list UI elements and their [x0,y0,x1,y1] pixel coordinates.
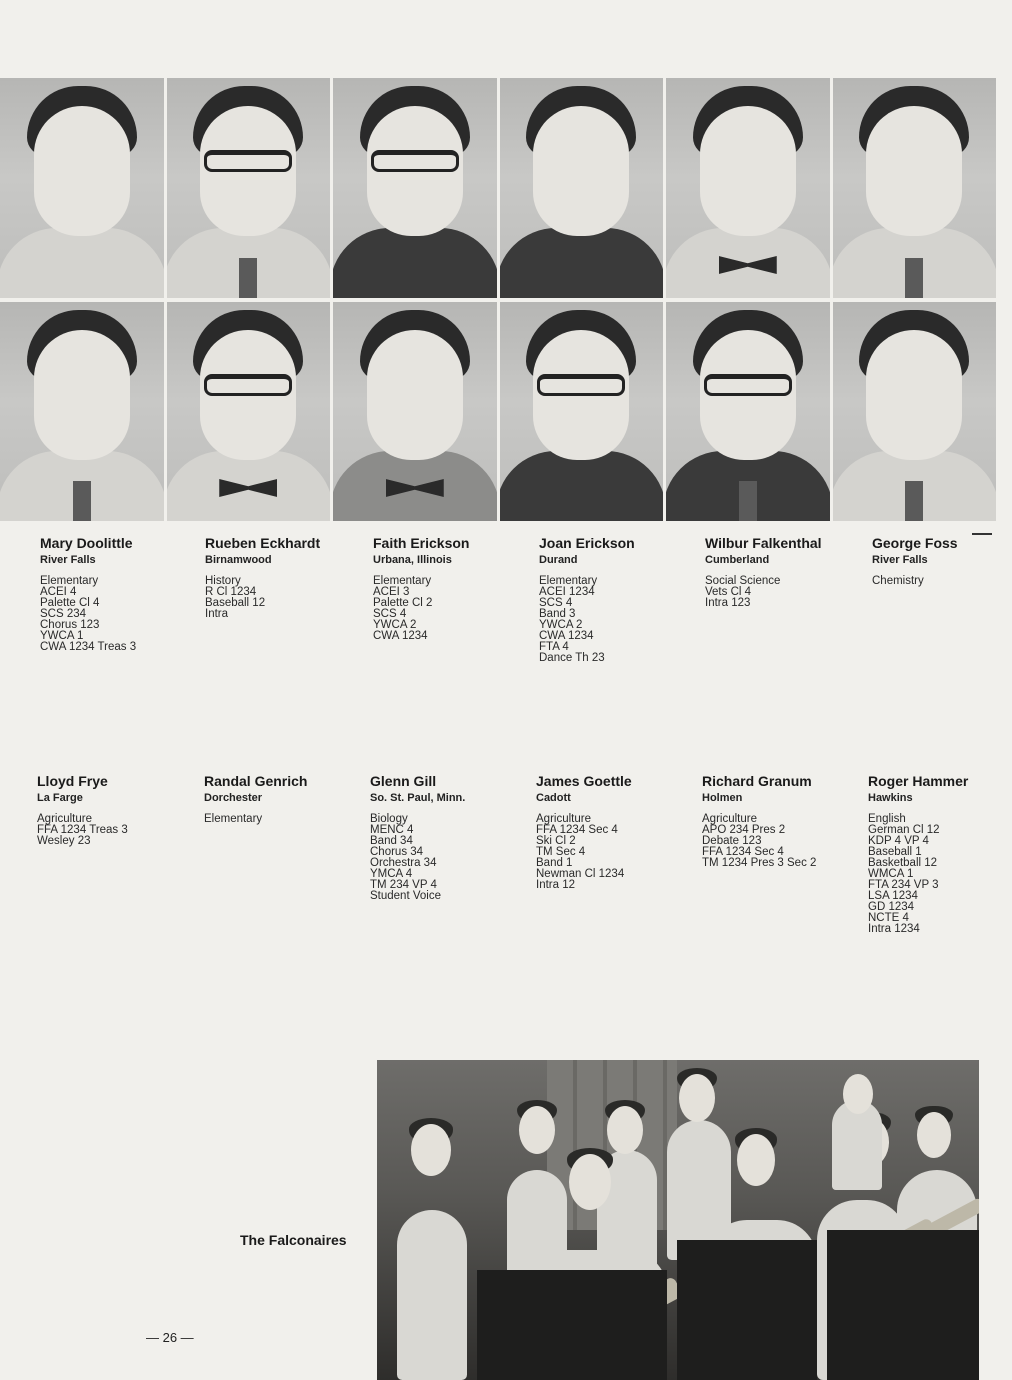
student-name: Rueben Eckhardt [205,535,321,551]
activity-item: Elementary [40,575,99,587]
activity-item: Elementary [539,575,598,587]
student-name: Glenn Gill [370,773,437,789]
activity-item: Intra [205,608,229,620]
student-name: Mary Doolittle [40,535,133,551]
student-hometown: Cadott [536,792,571,804]
student-name: George Foss [872,535,958,551]
activity-item: FFA 1234 Sec 4 [702,846,784,858]
activity-item: SCS 4 [539,597,573,609]
student-hometown: So. St. Paul, Minn. [370,792,466,804]
activity-list [37,814,197,847]
activity-item: ACEI 1234 [539,586,595,598]
activity-item: ACEI 4 [40,586,77,598]
activity-list [205,576,365,620]
portrait-photo [833,302,997,521]
activity-item: History [205,575,241,587]
student-entry [373,535,533,642]
student-hometown: Birnamwood [205,554,272,566]
student-entry [705,535,865,609]
student-name: James Goettle [536,773,632,789]
activity-item: APO 234 Pres 2 [702,824,786,836]
activity-list [539,576,699,664]
student-hometown: River Falls [40,554,96,566]
activity-item: Palette Cl 4 [40,597,100,609]
activity-item: TM 1234 Pres 3 Sec 2 [702,857,817,869]
activity-item: FFA 1234 Treas 3 [37,824,128,836]
student-hometown: Holmen [702,792,743,804]
activity-item: CWA 1234 Treas 3 [40,641,137,653]
portrait-row-top [0,78,996,298]
activity-item: SCS 234 [40,608,87,620]
band-photo-caption: The Falconaires [240,1232,347,1248]
activity-item: WMCA 1 [868,868,914,880]
activity-item: Newman Cl 1234 [536,868,625,880]
activity-item: Agriculture [702,813,757,825]
portrait-photo [333,78,497,298]
activity-item: SCS 4 [373,608,407,620]
student-hometown: River Falls [872,554,928,566]
student-hometown: La Farge [37,792,83,804]
activity-list [536,814,696,891]
activity-item: Basketball 12 [868,857,938,869]
student-hometown: Hawkins [868,792,913,804]
activity-item: MENC 4 [370,824,414,836]
student-name: Joan Erickson [539,535,635,551]
student-entry [370,773,530,902]
portrait-photo [500,302,664,521]
activity-item: Wesley 23 [37,835,91,847]
activity-item: German Cl 12 [868,824,940,836]
activity-item: Band 3 [539,608,576,620]
student-entry [872,535,1002,587]
activity-item: GD 1234 [868,901,915,913]
student-hometown: Durand [539,554,578,566]
student-entry [40,535,200,653]
portrait-row-bottom [0,302,996,521]
student-name: Wilbur Falkenthal [705,535,822,551]
activity-item: Dance Th 23 [539,652,605,664]
student-name: Faith Erickson [373,535,470,551]
portrait-photo [666,78,830,298]
activity-item: Intra 12 [536,879,575,891]
activity-item: YMCA 4 [370,868,413,880]
activity-item: ACEI 3 [373,586,410,598]
portrait-photo [167,78,331,298]
student-hometown: Urbana, Illinois [373,554,452,566]
portrait-photo [833,78,997,298]
activity-item: CWA 1234 [373,630,428,642]
portrait-photo [0,78,164,298]
portrait-photo [333,302,497,521]
activity-item: NCTE 4 [868,912,909,924]
band-photo [377,1060,979,1380]
activity-item: Elementary [204,813,263,825]
student-name: Randal Genrich [204,773,308,789]
activity-item: KDP 4 VP 4 [868,835,929,847]
activity-item: FTA 234 VP 3 [868,879,939,891]
student-entry [536,773,696,891]
student-hometown: Dorchester [204,792,263,804]
activity-item: Debate 123 [702,835,762,847]
activity-list [705,576,865,609]
portrait-photo [0,302,164,521]
student-entry [539,535,699,664]
activity-item: LSA 1234 [868,890,918,902]
activity-item: Palette Cl 2 [373,597,433,609]
activity-item: Chorus 123 [40,619,100,631]
corner-mark [972,533,992,535]
portrait-photo [167,302,331,521]
activity-item: Biology [370,813,408,825]
activity-list [204,814,364,825]
activity-item: Baseball 1 [868,846,922,858]
activity-item: YWCA 2 [373,619,417,631]
student-entry [204,773,364,825]
activity-list [702,814,862,869]
activity-item: Student Voice [370,890,441,902]
activity-item: Chemistry [872,575,924,587]
activity-item: Orchestra 34 [370,857,437,869]
student-name: Roger Hammer [868,773,969,789]
activity-list [872,576,1002,587]
activity-item: FFA 1234 Sec 4 [536,824,618,836]
activity-item: Chorus 34 [370,846,424,858]
portrait-photo [666,302,830,521]
activity-item: English [868,813,906,825]
activity-item: Baseball 12 [205,597,266,609]
student-entry [205,535,365,620]
student-name: Richard Granum [702,773,812,789]
student-entry [702,773,862,869]
activity-item: TM 234 VP 4 [370,879,437,891]
activity-item: Agriculture [37,813,92,825]
activity-item: Band 1 [536,857,573,869]
activity-item: Vets Cl 4 [705,586,752,598]
activity-item: FTA 4 [539,641,569,653]
activity-item: Social Science [705,575,781,587]
activity-item: Intra 123 [705,597,751,609]
activity-item: Ski Cl 2 [536,835,576,847]
activity-item: YWCA 1 [40,630,84,642]
activity-list [868,814,1006,935]
activity-list [370,814,530,902]
activity-item: Band 34 [370,835,413,847]
activity-item: R Cl 1234 [205,586,257,598]
activity-item: Agriculture [536,813,591,825]
activity-item: CWA 1234 [539,630,594,642]
student-entry [37,773,197,847]
activity-list [40,576,200,653]
student-entry [868,773,1006,935]
student-name: Lloyd Frye [37,773,108,789]
activity-item: YWCA 2 [539,619,583,631]
page-number: — 26 — [146,1330,194,1345]
activity-item: Intra 1234 [868,923,920,935]
portrait-photo [500,78,664,298]
activity-list [373,576,533,642]
activity-item: TM Sec 4 [536,846,586,858]
student-hometown: Cumberland [705,554,770,566]
activity-item: Elementary [373,575,432,587]
